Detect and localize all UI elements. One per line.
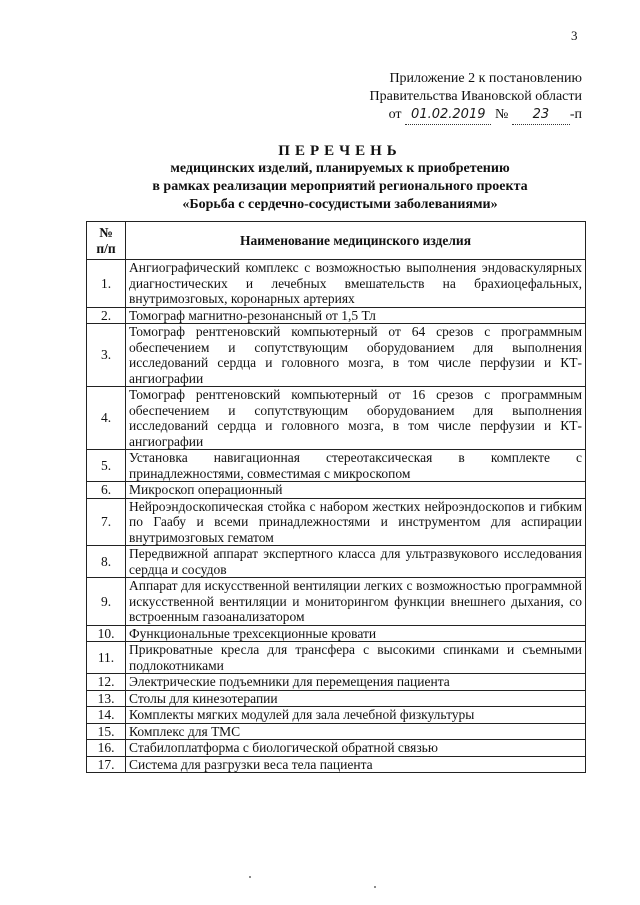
row-number: 2.: [87, 307, 126, 324]
row-item-name: Нейроэндоскопическая стойка с набором жестких нейроэндоскопов и гибким по Гаабу и всеми принадлежностями и инструментом для аспирации внутримозговых гематом: [126, 498, 586, 546]
table-row: [87, 690, 586, 707]
row-number: 5.: [87, 450, 126, 482]
appendix-line-1: Приложение 2 к постановлению: [389, 71, 582, 86]
row-number: 4.: [87, 387, 126, 450]
medical-items-table: [86, 221, 586, 773]
title-sub-2: в рамках реализации мероприятий регионального проекта: [152, 179, 528, 194]
row-item-name: Стабилоплатформа с биологической обратной связью: [126, 740, 586, 757]
appendix-line-2: Правительства Ивановской области: [369, 89, 582, 104]
table-row: [87, 674, 586, 691]
row-item-name: Столы для кинезотерапии: [126, 690, 586, 707]
row-item-name: Прикроватные кресла для трансфера с высокими спинками и съемными подлокотниками: [126, 642, 586, 674]
header-name: Наименование медицинского изделия: [126, 222, 586, 260]
table-row: [87, 707, 586, 724]
row-number: 7.: [87, 498, 126, 546]
row-number: 15.: [87, 723, 126, 740]
row-number: 14.: [87, 707, 126, 724]
table-row: [87, 324, 586, 387]
scan-speck: [249, 876, 251, 878]
table-row: [87, 740, 586, 757]
appendix-line-3: [370, 106, 582, 125]
table-row: [87, 482, 586, 499]
row-item-name: Ангиографический комплекс с возможностью выполнения эндоваскулярных диагностических и лечебных вмешательств на брахиоцефальных, внутримозговых, коронарных артериях: [126, 260, 586, 308]
number-suffix: -п: [569, 107, 582, 122]
handwritten-number: 23: [512, 106, 570, 125]
row-item-name: Электрические подъемники для перемещения пациента: [126, 674, 586, 691]
table-row: [87, 546, 586, 578]
row-item-name: Томограф магнитно-резонансный от 1,5 Тл: [126, 307, 586, 324]
table-row: [87, 387, 586, 450]
document-title: [100, 142, 580, 214]
table-body: [87, 260, 586, 773]
table-header-row: [87, 222, 586, 260]
table-row: [87, 756, 586, 773]
table-row: [87, 625, 586, 642]
table-row: [87, 642, 586, 674]
row-number: 17.: [87, 756, 126, 773]
header-number: [87, 222, 126, 260]
header-number-line-2: п/п: [96, 240, 116, 256]
row-number: 6.: [87, 482, 126, 499]
handwritten-date: 01.02.2019: [405, 106, 491, 125]
row-item-name: Томограф рентгеновский компьютерный от 64 срезов с программным обеспечением и сопутствующим оборудованием для выполнения исследований сердца и головного мозга, в том числе перфузии и КТ-ангиографии: [126, 324, 586, 387]
row-item-name: Аппарат для искусственной вентиляции легких с возможностью программной искусственной вентиляции и мониторингом функции внешнего дыхания, со встроенным газоанализатором: [126, 578, 586, 626]
table-row: [87, 307, 586, 324]
row-item-name: Комплекты мягких модулей для зала лечебной физкультуры: [126, 707, 586, 724]
title-sub-1: медицинских изделий, планируемых к приобретению: [170, 161, 510, 176]
row-number: 1.: [87, 260, 126, 308]
row-number: 13.: [87, 690, 126, 707]
table-row: [87, 498, 586, 546]
row-item-name: Томограф рентгеновский компьютерный от 16 срезов с программным обеспечением и сопутствующим оборудованием для выполнения исследований сердца и головного мозга, в том числе перфузии и КТ-ангиографии: [126, 387, 586, 450]
appendix-header: [370, 70, 582, 125]
table-row: [87, 578, 586, 626]
title-main: ПЕРЕЧЕНЬ: [278, 143, 402, 159]
scan-speck: [374, 886, 376, 888]
row-number: 3.: [87, 324, 126, 387]
row-number: 11.: [87, 642, 126, 674]
row-number: 8.: [87, 546, 126, 578]
number-label: №: [494, 107, 509, 122]
row-item-name: Функциональные трехсекционные кровати: [126, 625, 586, 642]
row-number: 12.: [87, 674, 126, 691]
row-item-name: Комплекс для ТМС: [126, 723, 586, 740]
title-sub-3: «Борьба с сердечно-сосудистыми заболеваниями»: [182, 197, 498, 212]
header-number-line-1: №: [99, 224, 113, 240]
row-item-name: Установка навигационная стереотаксическая в комплекте с принадлежностями, совместимая с микроскопом: [126, 450, 586, 482]
table-row: [87, 450, 586, 482]
page-number: 3: [571, 28, 578, 43]
table-row: [87, 260, 586, 308]
row-item-name: Передвижной аппарат экспертного класса для ультразвукового исследования сердца и сосудов: [126, 546, 586, 578]
from-label: от: [388, 107, 402, 122]
row-item-name: Система для разгрузки веса тела пациента: [126, 756, 586, 773]
row-number: 9.: [87, 578, 126, 626]
row-item-name: Микроскоп операционный: [126, 482, 586, 499]
row-number: 10.: [87, 625, 126, 642]
row-number: 16.: [87, 740, 126, 757]
table-row: [87, 723, 586, 740]
